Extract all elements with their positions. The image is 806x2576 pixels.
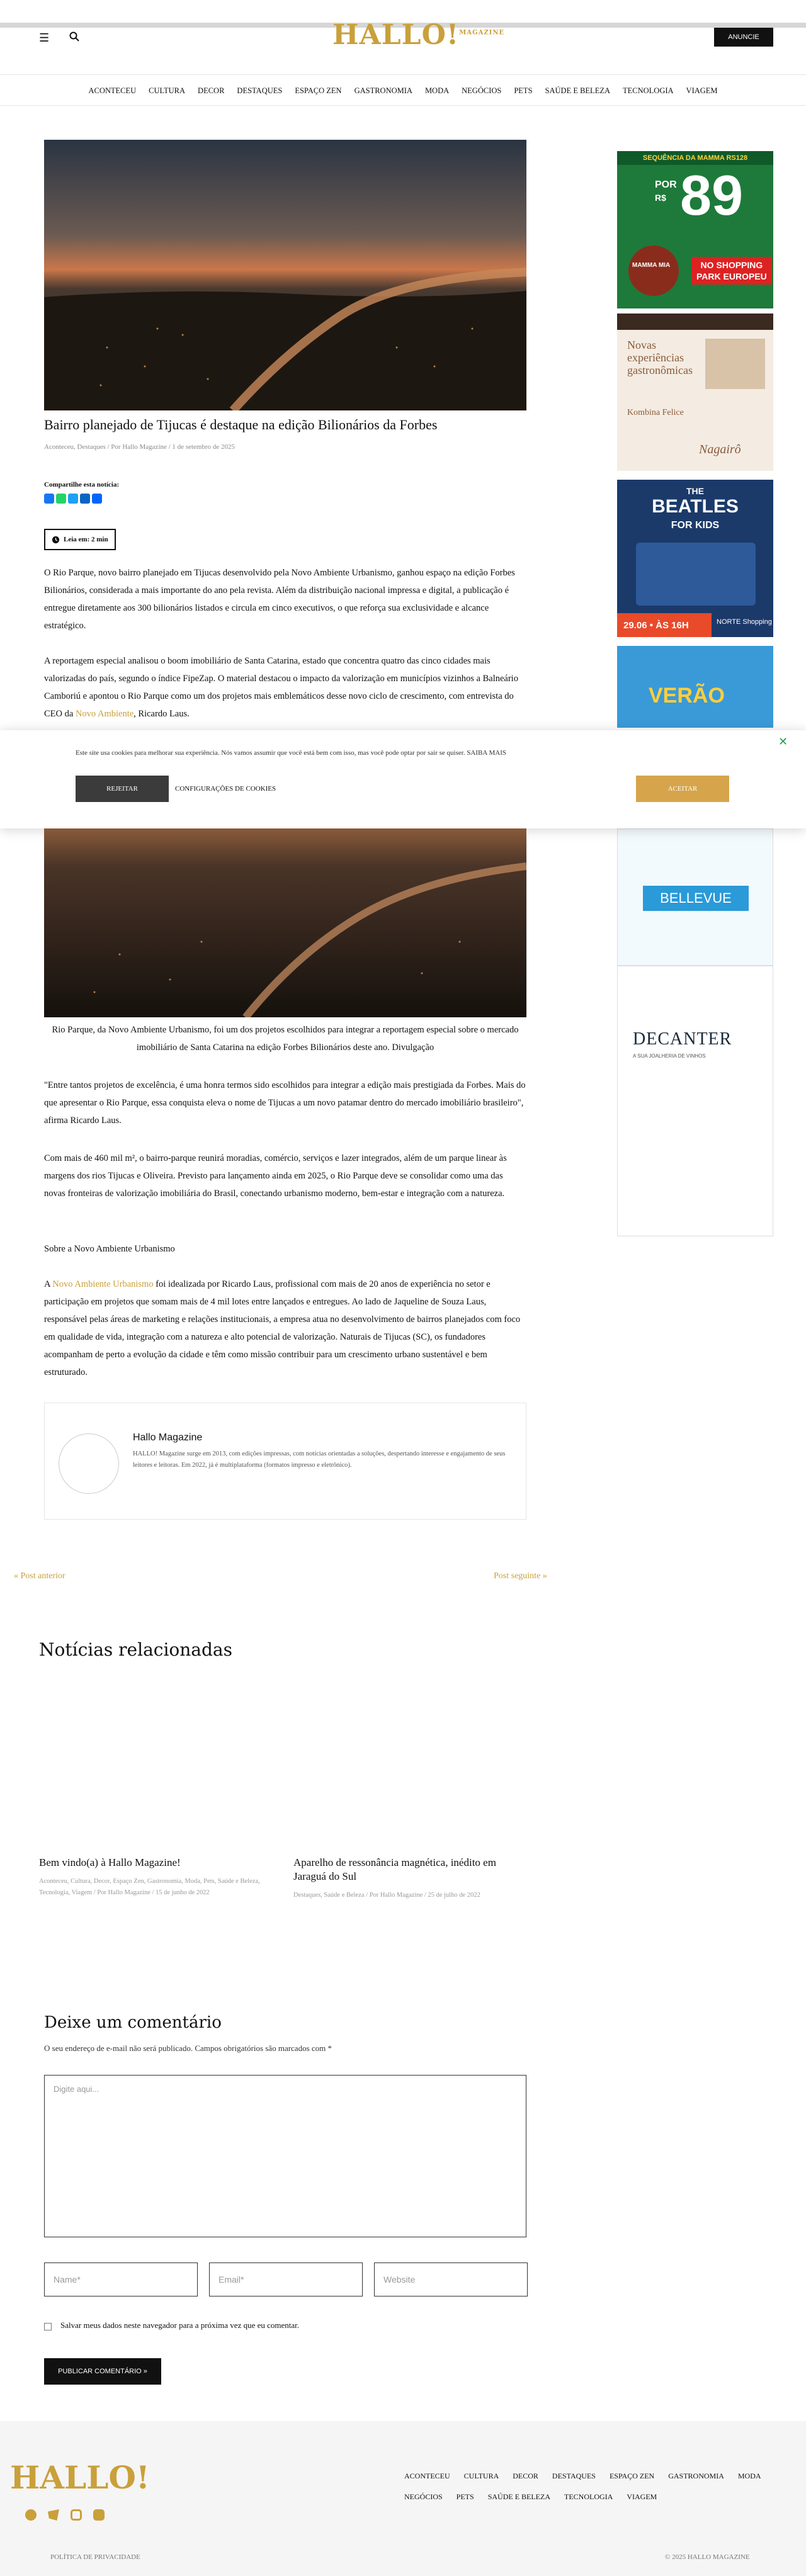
cookie-text: Este site usa cookies para melhorar sua experiência. Nós vamos assumir que você está bem com isso, mas você pode optar por sair se quiser. SAIBA MAIS xyxy=(76,749,506,757)
ad3-band: BEATLES xyxy=(652,496,739,517)
ad2-brand1: Kombina Felice xyxy=(627,408,684,417)
ad5-text: BELLEVUE xyxy=(643,886,749,911)
ad2-title: Novas experiências gastronômicas xyxy=(627,339,693,376)
footer-nav-item[interactable]: VIAGEM xyxy=(627,2492,657,2501)
facebook-share-icon[interactable] xyxy=(44,494,54,504)
ad6-sub: A SUA JOALHERIA DE VINHOS xyxy=(633,1053,706,1059)
footer-nav-item[interactable]: PETS xyxy=(456,2492,474,2501)
p6-text-start: A xyxy=(44,1279,53,1289)
article-hero-image xyxy=(44,140,526,410)
site-logo[interactable]: HALLO!$^{MAGAZINE}$ xyxy=(332,19,505,51)
nav-item[interactable]: MODA xyxy=(424,86,450,95)
footer-nav-item[interactable]: DESTAQUES xyxy=(552,2471,596,2480)
email-field[interactable]: Email* xyxy=(209,2262,363,2296)
save-data-checkbox[interactable] xyxy=(44,2323,52,2330)
ad2-photo xyxy=(705,339,765,389)
article-title: Bairro planejado de Tijucas é destaque na edição Bilionários da Forbes xyxy=(44,417,438,432)
privacy-link[interactable]: POLÍTICA DE PRIVACIDADE xyxy=(50,2553,140,2561)
article-meta: Aconteceu, Destaques / Por Hallo Magazine / 1 de setembro de 2025 xyxy=(44,443,236,451)
read-time-badge xyxy=(44,529,116,550)
next-post-link[interactable]: Post seguinte » xyxy=(494,1571,547,1581)
article-paragraph-1: O Rio Parque, novo bairro planejado em Tijucas desenvolvido pela Novo Ambiente Urbanismo, ganhou espaço na edição Forbes Bilionários, considerada a mais importante do ano pela revista. Além da distribuição nacional impressa e digital, a publicação é entregue diretamente aos 300 bilionários listados e circula em cinco executivos, o que reforça sua exclusividade e alcance estratégico. xyxy=(44,568,515,631)
related-item-meta: Destaques, Saúde e Beleza / Por Hallo Magazine / 25 de julho de 2022 xyxy=(293,1892,480,1899)
ad3-mall: NORTE Shopping xyxy=(717,618,772,626)
related-item[interactable] xyxy=(39,1856,273,1899)
article-paragraph-2 xyxy=(44,652,526,723)
p2-text-end: , Ricardo Laus. xyxy=(133,709,190,719)
ad1-tag2: PARK EUROPEU xyxy=(696,271,767,281)
ad-mamma-mia[interactable] xyxy=(617,151,773,308)
footer-nav-item[interactable]: CULTURA xyxy=(463,2471,499,2480)
nav-item[interactable]: GASTRONOMIA xyxy=(354,86,412,95)
footer-nav-item[interactable]: TECNOLOGIA xyxy=(564,2492,613,2501)
name-field[interactable]: Name* xyxy=(44,2262,198,2296)
nav-item[interactable]: DESTAQUES xyxy=(237,86,283,95)
footer-nav-item[interactable]: NEGÓCIOS xyxy=(404,2492,443,2501)
copyright: © 2025 HALLO MAGAZINE xyxy=(665,2553,750,2561)
main-nav xyxy=(0,74,806,106)
twitter-share-icon[interactable] xyxy=(68,494,78,504)
ad-gastronomia[interactable] xyxy=(617,314,773,471)
nav-item[interactable]: SAÚDE E BELEZA xyxy=(545,86,610,95)
ad6-text: DECANTER xyxy=(633,1029,732,1049)
comment-title: Deixe um comentário xyxy=(44,2013,222,2032)
nav-item[interactable]: NEGÓCIOS xyxy=(462,86,502,95)
article-paragraph-4: Com mais de 460 mil m², o bairro-parque reunirá moradias, comércio, serviços e lazer integrados, além de um parque linear às margens dos rios Tijucas e Oliveira. Previsto para lançamento ainda em 2025, o Rio Parque deve se consolidar como uma das novas fronteiras de valorização imobiliária do Brasil, conectando urbanismo moderno, bem-estar e integração com a natureza. xyxy=(44,1153,507,1199)
previous-post-link[interactable]: « Post anterior xyxy=(14,1571,65,1581)
novo-ambiente-urbanismo-link[interactable]: Novo Ambiente Urbanismo xyxy=(52,1279,154,1289)
ad1-tag xyxy=(691,257,772,285)
image-caption: Rio Parque, da Novo Ambiente Urbanismo, foi um dos projetos escolhidos para integrar a reportagem especial sobre o mercado imobiliário de Santa Catarina na edição Forbes Bilionários deste ano. Divulgação xyxy=(52,1025,519,1053)
nav-item[interactable]: VIAGEM xyxy=(686,86,718,95)
ad-beatles[interactable] xyxy=(617,480,773,637)
ad1-tag1: NO SHOPPING xyxy=(700,260,763,270)
cookie-banner xyxy=(0,730,806,828)
related-item-title[interactable]: Aparelho de ressonância magnética, inédito em Jaraguá do Sul xyxy=(293,1856,496,1882)
ad-bellevue[interactable] xyxy=(617,828,773,966)
article-second-image xyxy=(44,828,526,1017)
read-time-text: Leia em: 2 min xyxy=(64,536,108,543)
nav-item[interactable]: CULTURA xyxy=(149,86,186,95)
footer-logo[interactable]: HALLO! xyxy=(10,2459,150,2496)
author-bio: HALLO! Magazine surge em 2013, com edições impressas, com notícias orientadas a soluções, despertando interesse e engajamento de seus leitores e leitoras. Em 2022, já é multiplataforma (formatos impresso e eletrônico). xyxy=(133,1450,506,1469)
ad1-headline: SEQUÊNCIA DA MAMMA RS128 xyxy=(617,151,773,165)
ad2-logos-bar xyxy=(617,314,773,330)
footer-nav-item[interactable]: MODA xyxy=(737,2471,761,2480)
comment-textarea[interactable]: Digite aqui... xyxy=(44,2075,526,2237)
article-subheading: Sobre a Novo Ambiente Urbanismo xyxy=(44,1244,175,1254)
accept-cookies-button[interactable]: ACEITAR xyxy=(636,776,729,802)
ad3-for: FOR KIDS xyxy=(671,520,720,531)
save-data-label: Salvar meus dados neste navegador para a próxima vez que eu comentar. xyxy=(60,2320,300,2330)
ad3-illustration xyxy=(636,543,756,606)
related-title: Notícias relacionadas xyxy=(39,1639,232,1660)
twitter-icon[interactable] xyxy=(48,2509,59,2521)
whatsapp-share-icon[interactable] xyxy=(56,494,66,504)
ad-verao[interactable] xyxy=(617,646,773,728)
social-icons xyxy=(25,2509,105,2521)
p2-text: A reportagem especial analisou o boom imobiliário de Santa Catarina, estado que concentra quatro das cinco cidades mais valorizadas do país, segundo o índice FipeZap. O material destacou o impacto da valorização em municípios vizinhos a Balneário Camboriú e apontou o Rio Parque como um dos projetos mais emblemáticos desse novo ciclo de crescimento, com entrevista do CEO da xyxy=(44,656,518,719)
anuncie-button[interactable]: ANUNCIE xyxy=(714,28,773,47)
novo-ambiente-link[interactable]: Novo Ambiente xyxy=(75,709,134,719)
reject-cookies-button[interactable]: REJEITAR xyxy=(76,776,169,802)
related-item-meta: Aconteceu, Cultura, Decor, Espaço Zen, Gastronomia, Moda, Pets, Saúde e Beleza, Tecnologia, Viagem / Por Hallo Magazine / 15 de junho de 2022 xyxy=(39,1878,260,1896)
ad3-date: 29.06 • ÀS 16H xyxy=(617,613,712,637)
related-item[interactable] xyxy=(293,1856,528,1901)
footer-nav-item[interactable]: ACONTECEU xyxy=(404,2471,450,2480)
footer-nav xyxy=(404,2471,782,2513)
footer-nav-item[interactable]: ESPAÇO ZEN xyxy=(609,2471,655,2480)
cookie-settings-button[interactable]: CONFIGURAÇÕES DE COOKIES xyxy=(175,785,276,793)
share-label: Compartilhe esta notícia: xyxy=(44,481,120,489)
ad1-brand: MAMMA MIA xyxy=(632,262,671,269)
ad1-price: 89 xyxy=(680,164,744,227)
footer-nav-item[interactable]: DECOR xyxy=(513,2471,538,2480)
website-field[interactable]: Website xyxy=(374,2262,528,2296)
ad-decanter[interactable] xyxy=(617,966,773,1236)
instagram-icon[interactable] xyxy=(71,2509,82,2521)
submit-comment-button[interactable]: PUBLICAR COMENTÁRIO » xyxy=(44,2358,161,2385)
ad1-pizza-image xyxy=(628,246,679,296)
nav-item[interactable]: TECNOLOGIA xyxy=(623,86,674,95)
article-paragraph-5 xyxy=(44,1275,526,1381)
share-icons xyxy=(44,494,102,504)
youtube-icon[interactable] xyxy=(93,2509,105,2521)
ad1-por: POR xyxy=(655,179,677,190)
nav-item[interactable]: PETS xyxy=(514,86,533,95)
search-icon[interactable] xyxy=(69,31,79,44)
facebook-icon[interactable] xyxy=(25,2509,37,2521)
footer xyxy=(0,2421,806,2576)
related-item-title[interactable]: Bem vindo(a) à Hallo Magazine! xyxy=(39,1856,181,1868)
nav-item[interactable]: DECOR xyxy=(198,86,225,95)
avatar xyxy=(59,1433,119,1494)
ad1-currency: R$ xyxy=(655,193,666,203)
ad3-the: THE xyxy=(686,486,704,496)
comment-note: O seu endereço de e-mail não será publicado. Campos obrigatórios são marcados com * xyxy=(44,2043,332,2053)
close-icon[interactable]: ✕ xyxy=(778,735,788,749)
nav-item[interactable]: ESPAÇO ZEN xyxy=(295,86,342,95)
clock-icon xyxy=(52,536,60,544)
menu-icon[interactable]: ☰ xyxy=(39,31,50,44)
share-plus-icon[interactable] xyxy=(92,494,102,504)
ad2-brand2: Nagairô xyxy=(699,443,741,456)
author-name[interactable]: Hallo Magazine xyxy=(133,1432,203,1443)
author-box xyxy=(44,1403,526,1520)
linkedin-share-icon[interactable] xyxy=(80,494,90,504)
footer-nav-item[interactable]: GASTRONOMIA xyxy=(668,2471,724,2480)
p6-text: foi idealizada por Ricardo Laus, profissional com mais de 20 anos de experiência no setor e participação em projetos que somam mais de 4 mil lotes entre lançados e entregues. Ao lado de Jaqueline de Souza Laus, responsável pelas áreas de marketing e relações institucionais, a empresa atua no desenvolvimento de bairros planejados com foco em qualidade de vida, integração com a natureza e alto potencial de valorização. Naturais de Tijucas (SC), os fundadores acompanham de perto a evolução da cidade e têm como missão contribuir para um crescimento urbano sustentável e bem estruturado. xyxy=(44,1279,521,1377)
ad4-text: VERÃO xyxy=(649,684,725,708)
article-paragraph-3: "Entre tantos projetos de excelência, é uma honra termos sido escolhidos para integrar a edição mais prestigiada da Forbes. Mais do que apresentar o Rio Parque, essa conquista eleva o nome de Tijucas a um novo patamar dentro do mercado imobiliário brasileiro", afirma Ricardo Laus. xyxy=(44,1080,526,1126)
footer-nav-item[interactable]: SAÚDE E BELEZA xyxy=(487,2492,551,2501)
nav-item[interactable]: ACONTECEU xyxy=(88,86,137,95)
